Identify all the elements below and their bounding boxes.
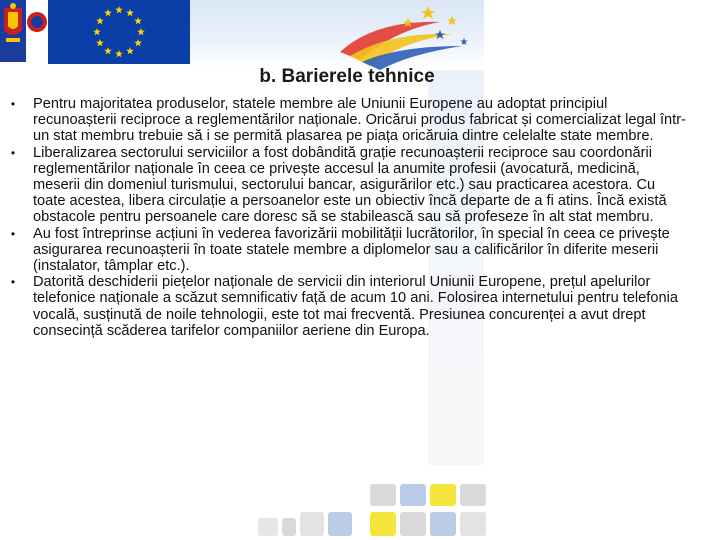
bullet-icon: • [10, 145, 16, 160]
eu-star-icon [137, 28, 145, 35]
eu-star-icon [104, 47, 112, 54]
eu-star-icon [115, 50, 123, 57]
bullet-item [6, 96, 690, 145]
tile [300, 512, 324, 536]
bullet-icon: • [10, 275, 16, 290]
header-banner [0, 0, 720, 70]
bullet-text: Au fost întreprinse acțiuni în vederea favorizării mobilității lucrătorilor, în special în ceea ce privește asigurarea recunoașterii în toate statele membre a diplomelor sau a calificărilor în diferite meserii (instalator, tâmplar etc.). [33, 225, 670, 275]
romanian-coat-of-arms-icon [0, 0, 26, 62]
tile [370, 484, 396, 506]
bullet-icon: • [10, 226, 16, 241]
bullet-text: Datorită deschiderii piețelor naționale de servicii din interiorul Uniunii Europene, prețul apelurilor telefonice naționale a scăzut semnificativ față de acum 10 ani. Folosirea internetului pentru telefonia vocală, susținută de noile tehnologii, este tot mai frecventă. Presiunea concurenței a avut drept consecință scăderea tarifelor companiilor aeriene din Europa. [33, 274, 678, 339]
bullet-item [6, 226, 690, 275]
eu-star-icon [93, 28, 101, 35]
eu-star-icon [115, 6, 123, 13]
tile [282, 518, 296, 536]
eu-star-icon [134, 17, 142, 24]
stars-logo-icon [190, 0, 484, 70]
eu-star-icon [134, 39, 142, 46]
bullet-text: Liberalizarea sectorului serviciilor a fost dobândită grație recunoașterii reciproce sau coordonării reglementărilor naționale în ceea ce privește accesul la anumite profesii (avocatură, medicină, meserii din domeniul turismului, sectorului bancar, asigurărilor etc.) sau practicarea acestora. Cu toate acestea, libera circulație a persoanelor este un obiectiv încă departe de a fi atins. Încă există obstacole pentru persoanele care doresc să se stabilească sau să profeseze în alt stat membru. [33, 144, 667, 226]
tile [430, 484, 456, 506]
tile [400, 484, 426, 506]
eu-flag-icon [48, 0, 190, 64]
tile [328, 512, 352, 536]
tile [400, 512, 426, 536]
tile [258, 518, 278, 536]
bullet-list [6, 96, 690, 339]
eu-star-icon [96, 17, 104, 24]
eu-star-icon [126, 9, 134, 16]
tile [430, 512, 456, 536]
slide-title: b. Barierele tehnice [259, 66, 435, 87]
tile [460, 484, 486, 506]
romanian-flag-stripes [26, 0, 48, 62]
tile [460, 512, 486, 536]
bullet-item [6, 274, 690, 339]
eu-star-icon [96, 39, 104, 46]
tile [370, 512, 396, 536]
eu-star-icon [104, 9, 112, 16]
bullet-icon: • [10, 97, 16, 111]
bullet-text: Pentru majoritatea produselor, statele membre ale Uniunii Europene au adoptat principiul recunoașterii reciproce a reglementărilor naționale. Oricărui produs fabricat și comercializat legal într-un stat membru trebuie să i se permită plasarea pe piața oricăruia dintre celelalte state membre. [33, 96, 686, 145]
eu-star-icon [126, 47, 134, 54]
bullet-item [6, 145, 690, 226]
